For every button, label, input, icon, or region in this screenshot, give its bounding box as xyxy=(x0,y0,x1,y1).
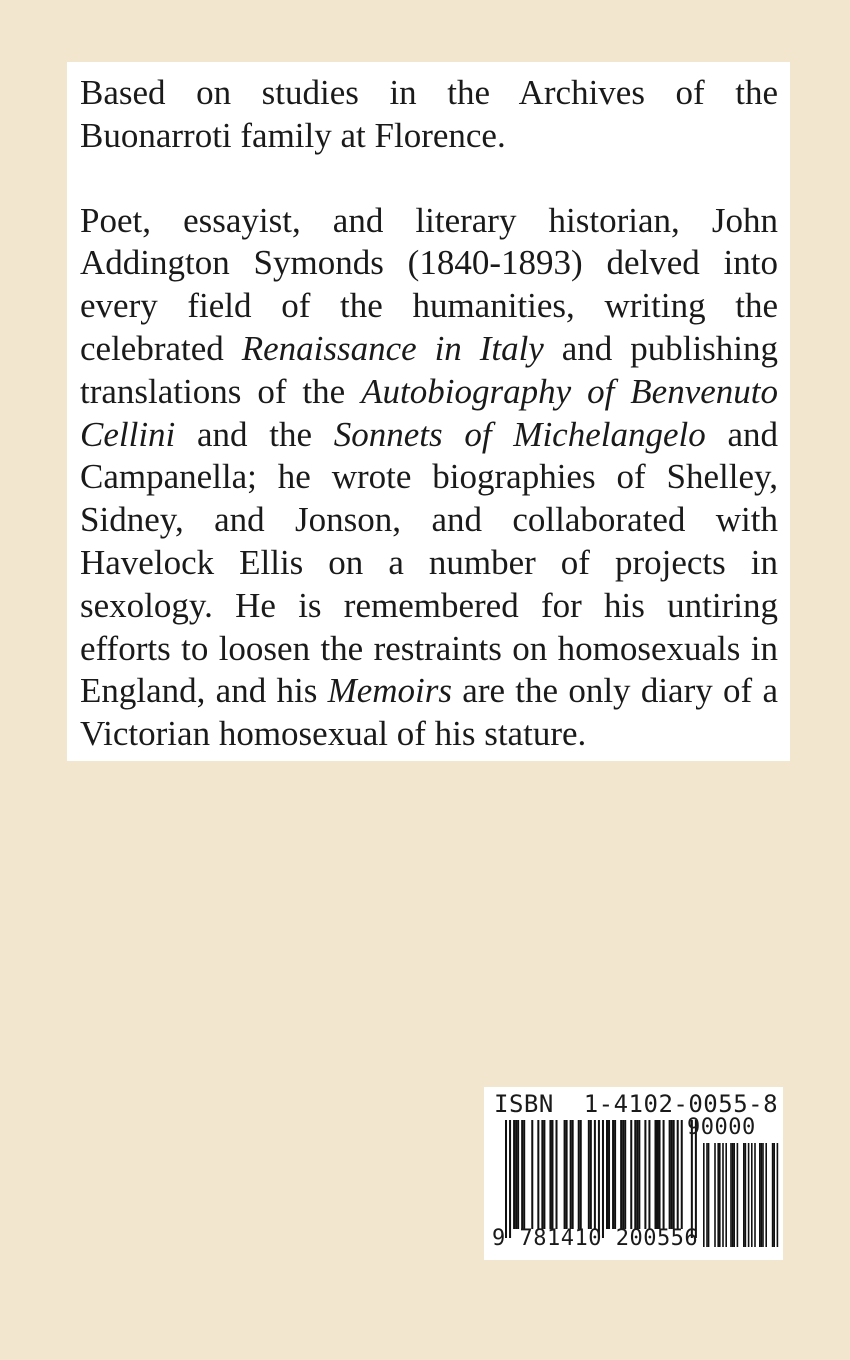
addon-bar xyxy=(754,1143,756,1247)
ean-bar xyxy=(531,1120,533,1229)
ean-bar xyxy=(602,1120,604,1238)
price-code: 90000 xyxy=(687,1115,756,1140)
ean-bar xyxy=(608,1120,610,1229)
addon-bar xyxy=(751,1143,753,1247)
ean-bar xyxy=(543,1120,545,1229)
ean-bar xyxy=(620,1120,622,1229)
ean-bar xyxy=(663,1120,665,1229)
ean-bar xyxy=(572,1120,574,1229)
bio-text-5: are the only diary of a Victorian homosexual of his stature. xyxy=(80,671,778,754)
ean-bar xyxy=(681,1120,683,1229)
bio-paragraph xyxy=(80,200,778,756)
ean-bar xyxy=(630,1120,632,1229)
ean-bar xyxy=(606,1120,608,1229)
addon-bar xyxy=(719,1143,721,1247)
ean-bar xyxy=(541,1120,543,1229)
ean-bar xyxy=(669,1120,671,1229)
ean-bar xyxy=(549,1120,551,1229)
ean-bar xyxy=(513,1120,515,1229)
intro-paragraph: Based on studies in the Archives of the Buonarroti family at Florence. xyxy=(80,73,778,155)
addon-bar xyxy=(745,1143,747,1247)
ean-bar xyxy=(566,1120,568,1229)
bio-text-1: Poet, essayist, and literary historian, John Addington Symonds (1840-1893) delved into every field of the humanities, writing the celebrated xyxy=(80,200,778,368)
addon-bar xyxy=(765,1143,767,1247)
ean-bar xyxy=(578,1120,580,1229)
ean-bar xyxy=(636,1120,638,1229)
addon-bar xyxy=(732,1143,734,1247)
addon-bar xyxy=(737,1143,739,1247)
title-memoirs: Memoirs xyxy=(327,671,453,711)
title-renaissance-in-italy: Renaissance in Italy xyxy=(241,328,544,368)
back-cover-blurb xyxy=(67,62,790,761)
ean-bar xyxy=(515,1120,517,1229)
addon-bar xyxy=(725,1143,727,1247)
bio-text-4: and Campanella; he wrote biographies of Shelley, Sidney, and Jonson, and collaborated with Havelock Ellis on a number of projects in sexology. He is remembered for his untiring efforts to loosen the restraints on homosexuals in England, and his xyxy=(80,414,778,711)
addon-bar xyxy=(722,1143,724,1247)
bio-text-2: and publishing translations of the xyxy=(80,328,779,411)
ean-bar xyxy=(588,1120,590,1229)
title-sonnets-of-michelangelo: Sonnets of Michelangelo xyxy=(333,414,706,454)
ean-bar xyxy=(570,1120,572,1229)
ean-bar xyxy=(614,1120,616,1229)
ean-bar xyxy=(556,1120,558,1229)
ean-bar xyxy=(537,1120,539,1229)
bio-text-3: and the xyxy=(175,414,334,454)
ean-bar xyxy=(622,1120,624,1229)
ean-bar xyxy=(509,1120,511,1238)
addon-bar xyxy=(748,1143,750,1247)
ean-bar xyxy=(612,1120,614,1229)
addon-bar xyxy=(762,1143,764,1247)
ean-bar xyxy=(638,1120,640,1229)
ean-bar xyxy=(505,1120,507,1238)
ean-digits: 9 781410 200556 xyxy=(492,1226,699,1251)
addon-bar xyxy=(708,1143,710,1247)
addon-bar xyxy=(743,1143,745,1247)
ean-bar xyxy=(657,1120,659,1229)
ean-bar xyxy=(551,1120,553,1229)
addon-bar xyxy=(730,1143,732,1247)
ean-bar xyxy=(677,1120,679,1229)
addon-bar xyxy=(733,1143,735,1247)
title-cellini-autobiography: Autobiography of Benvenuto Cellini xyxy=(80,371,778,454)
ean-bar xyxy=(517,1120,519,1229)
ean-bar xyxy=(673,1120,675,1229)
isbn-number: ISBN 1-4102-0055-8 xyxy=(494,1090,779,1118)
ean-bar xyxy=(594,1120,596,1229)
addon-bar xyxy=(761,1143,763,1247)
ean-bar xyxy=(671,1120,673,1229)
addon-bar xyxy=(717,1143,719,1247)
ean-bar xyxy=(644,1120,646,1229)
ean-bar xyxy=(523,1120,525,1229)
addon-bar xyxy=(773,1143,775,1247)
ean-bar xyxy=(580,1120,582,1229)
isbn-barcode xyxy=(484,1087,783,1260)
ean-bar xyxy=(659,1120,661,1229)
addon-bar xyxy=(772,1143,774,1247)
ean-bar xyxy=(648,1120,650,1229)
addon-bar xyxy=(777,1143,779,1247)
ean-bar xyxy=(654,1120,656,1229)
ean-bar xyxy=(521,1120,523,1229)
addon-bar xyxy=(706,1143,708,1247)
addon-bar xyxy=(714,1143,716,1247)
ean-bar xyxy=(598,1120,600,1238)
ean-bar xyxy=(564,1120,566,1229)
ean-bar xyxy=(634,1120,636,1229)
ean-bar xyxy=(624,1120,626,1229)
addon-bar xyxy=(703,1143,705,1247)
ean-bar xyxy=(590,1120,592,1229)
addon-bar xyxy=(759,1143,761,1247)
